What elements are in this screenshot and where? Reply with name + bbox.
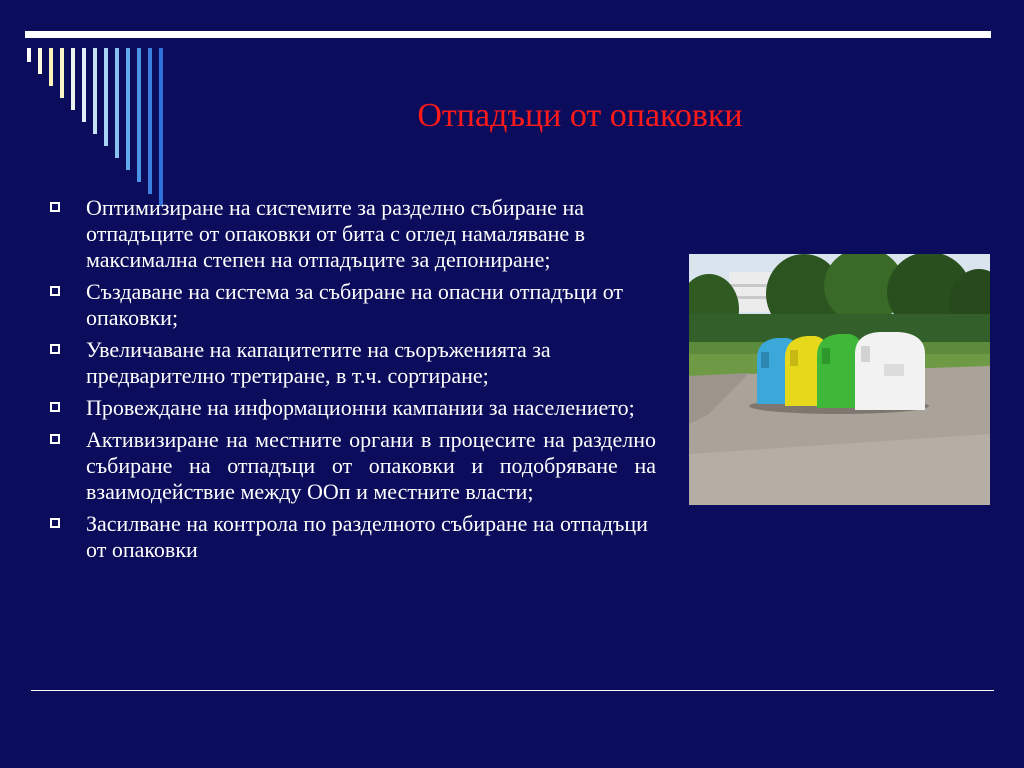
hollow-square-icon [50, 434, 60, 444]
bullet-item [44, 427, 656, 505]
bullet-text: Активизиране на местните органи в процесите на разделно събиране на отпадъци от опаковки и подобряване на взаимодействие между ООп и местните власти; [86, 427, 656, 504]
hollow-square-icon [50, 402, 60, 412]
hollow-square-icon [50, 202, 60, 212]
slide-title: Отпадъци от опаковки [417, 97, 743, 134]
bullet-item [44, 511, 656, 563]
decorative-stripes [0, 0, 200, 220]
hollow-square-icon [50, 518, 60, 528]
bullet-text: Оптимизиране на системите за разделно събиране на отпадъците от опаковки от бита с оглед намаляване в максимална степен на отпадъците за депониране; [86, 195, 586, 272]
bullet-item [44, 195, 656, 273]
hollow-square-icon [50, 286, 60, 296]
bottom-divider-line [31, 690, 994, 691]
bullet-text: Засилване на контрола по разделното събиране на отпадъци от опаковки [86, 511, 648, 562]
bullet-item [44, 279, 656, 331]
bullet-item [44, 337, 656, 389]
photo-illustration [689, 254, 990, 505]
bullet-text: Увеличаване на капацитетите на съоръженията за предварително третиране, в т.ч. сортиране; [86, 337, 551, 388]
bullet-item [44, 395, 656, 421]
hollow-square-icon [50, 344, 60, 354]
recycling-containers-photo [689, 254, 990, 505]
bullet-text: Създаване на система за събиране на опасни отпадъци от опаковки; [86, 279, 624, 330]
bullet-text: Провеждане на информационни кампании за населението; [86, 395, 635, 420]
bullet-list [44, 195, 656, 569]
